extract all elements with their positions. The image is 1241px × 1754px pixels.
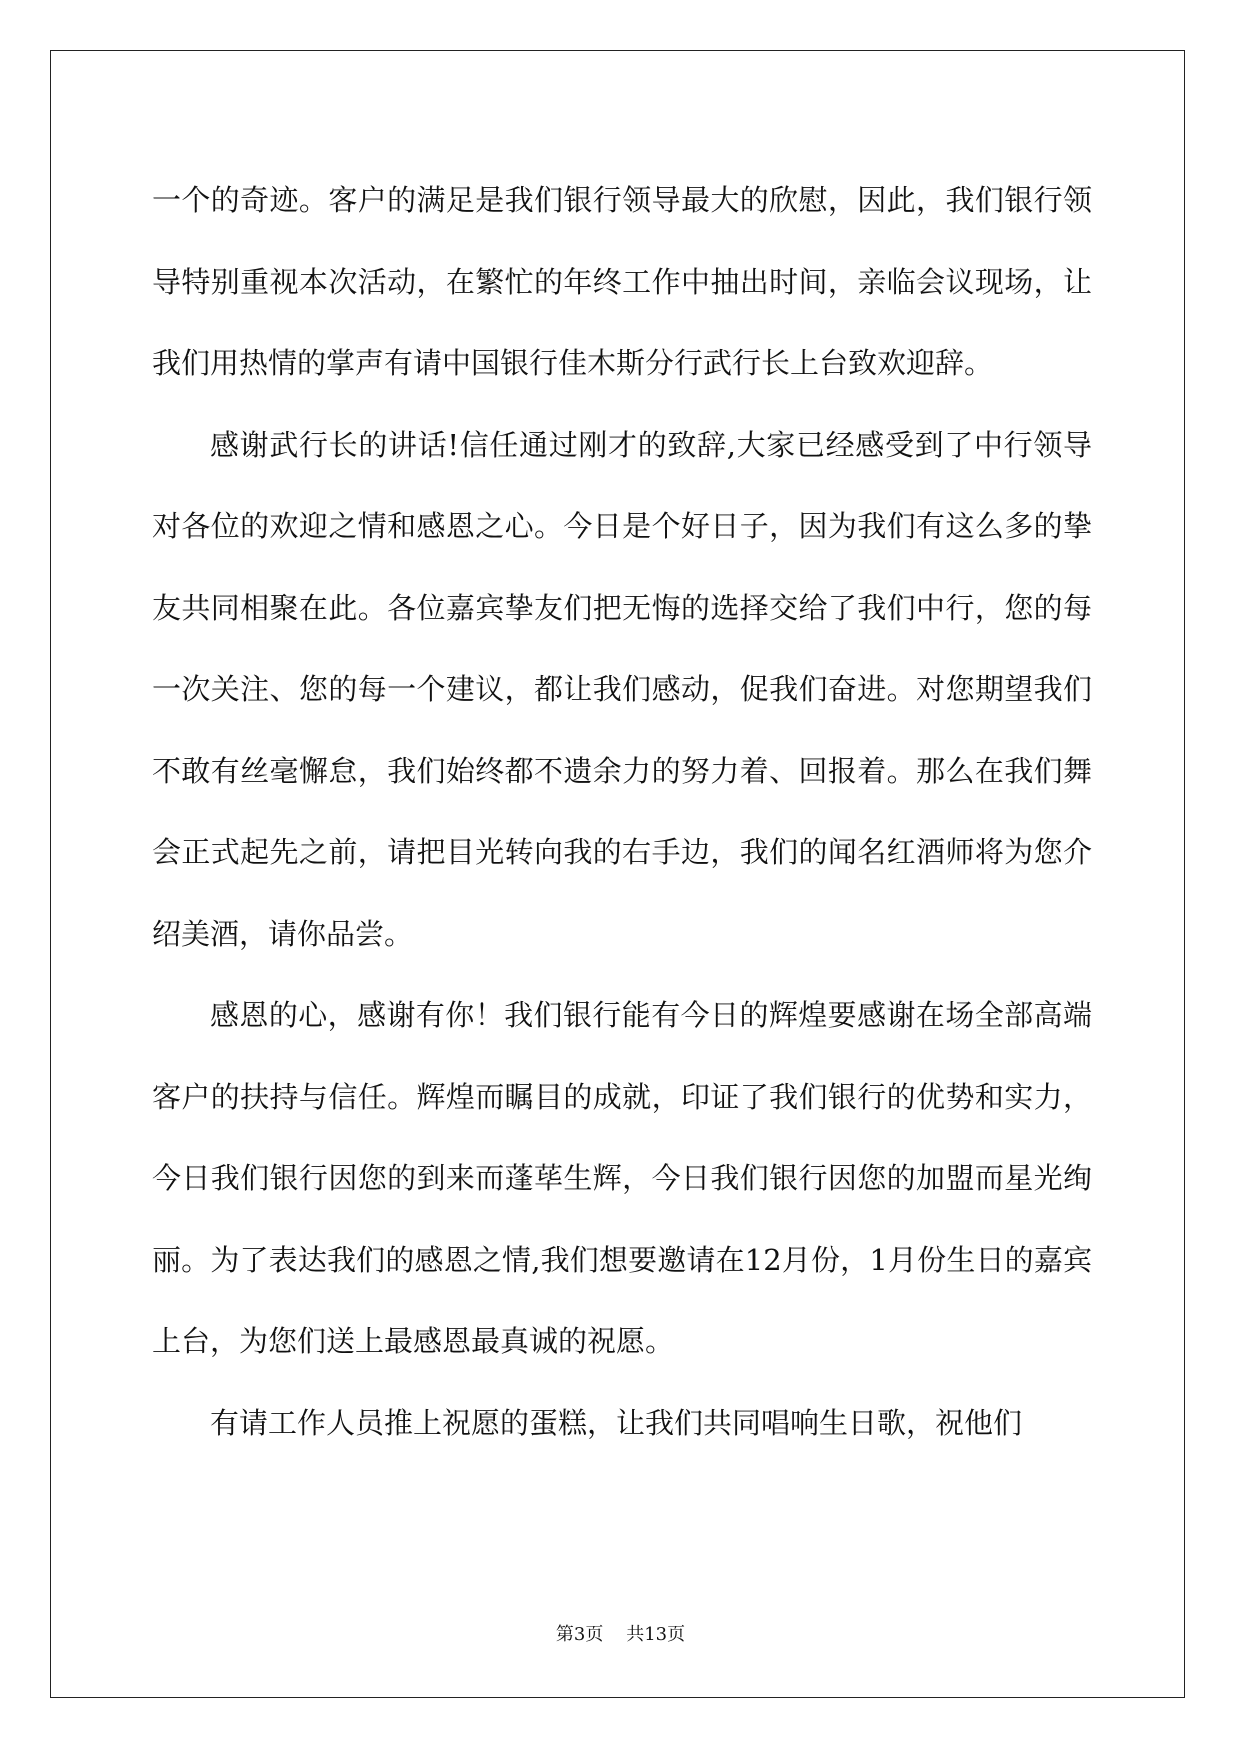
page-footer bbox=[0, 1620, 1241, 1646]
document-body bbox=[152, 160, 1092, 1464]
paragraph-2: 感谢武行长的讲话!信任通过刚才的致辞,大家已经感受到了中行领导对各位的欢迎之情和感恩之心。今日是个好日子，因为我们有这么多的挚友共同相聚在此。各位嘉宾挚友们把无悔的选择交给了我们中行，您的每一次关注、您的每一个建议，都让我们感动，促我们奋进。对您期望我们不敢有丝毫懈怠，我们始终都不遗余力的努力着、回报着。那么在我们舞会正式起先之前，请把目光转向我的右手边，我们的闻名红酒师将为您介绍美酒，请你品尝。 bbox=[152, 427, 1092, 951]
paragraph-3: 感恩的心，感谢有你！我们银行能有今日的辉煌要感谢在场全部高端客户的扶持与信任。辉煌而瞩目的成就，印证了我们银行的优势和实力，今日我们银行因您的到来而蓬荜生辉，今日我们银行因您的加盟而星光绚丽。为了表达我们的感恩之情,我们想要邀请在12月份，1月份生日的嘉宾上台，为您们送上最感恩最真诚的祝愿。 bbox=[152, 998, 1092, 1358]
paragraph-4: 有请工作人员推上祝愿的蛋糕，让我们共同唱响生日歌，祝他们 bbox=[210, 1405, 1023, 1440]
paragraph-1: 一个的奇迹。客户的满足是我们银行领导最大的欣慰，因此，我们银行领导特别重视本次活动，在繁忙的年终工作中抽出时间，亲临会议现场，让我们用热情的掌声有请中国银行佳木斯分行武行长上台致欢迎辞。 bbox=[152, 183, 1092, 380]
page-number-label: 第3页 共13页 bbox=[555, 1624, 686, 1645]
